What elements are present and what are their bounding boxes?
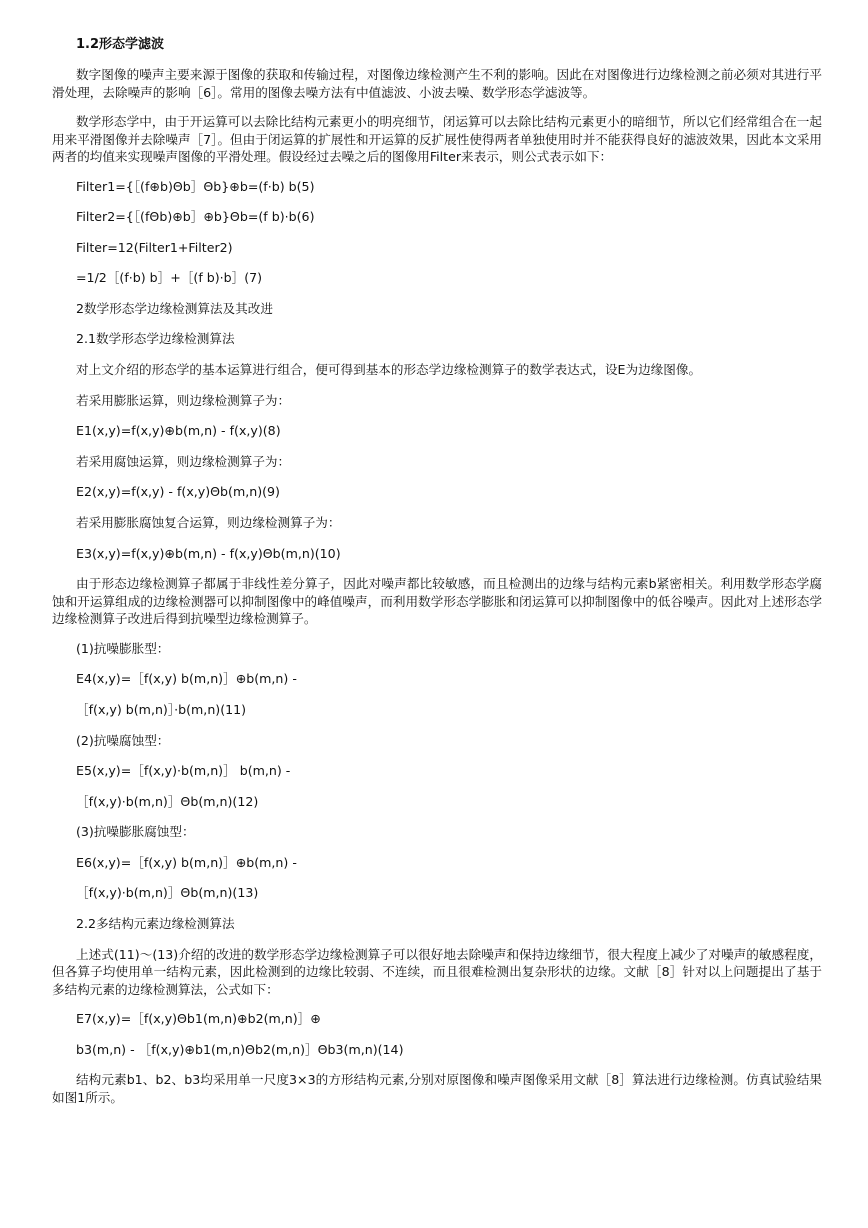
formula-e4-line1: E4(x,y)=［f(x,y) b(m,n)］⊕b(m,n) -: [76, 671, 297, 687]
text-composite-operator: 若采用膨胀腐蚀复合运算，则边缘检测算子为：: [76, 515, 341, 531]
document-page: [52, 36, 822, 1118]
formula-e7-line1: E7(x,y)=［f(x,y)Θb1(m,n)⊕b2(m,n)］⊕: [76, 1011, 321, 1027]
paragraph-noise-source: 数字图像的噪声主要来源于图像的获取和传输过程，对图像边缘检测产生不利的影响。因此在对图像进行边缘检测之前必须对其进行平滑处理，去除噪声的影响［6］。常用的图像去噪方法有中值滤波、小波去噪、数学形态学滤波等。: [52, 67, 822, 100]
subsection-heading-multi-structure: 2.2多结构元素边缘检测算法: [76, 916, 235, 932]
formula-e5-line1: E5(x,y)=［f(x,y)·b(m,n)］ b(m,n) -: [76, 763, 291, 779]
formula-filter2: Filter2={［(fΘb)⊕b］⊕b}Θb=(f b)·b(6): [76, 209, 315, 225]
formula-e6-line2: ［f(x,y)·b(m,n)］Θb(m,n)(13): [76, 885, 259, 901]
formula-e7-line2: b3(m,n) - ［f(x,y)⊕b1(m,n)Θb2(m,n)］Θb3(m,n)(14): [76, 1041, 404, 1057]
label-antinoise-erosion: (2)抗噪腐蚀型：: [76, 732, 170, 748]
section-heading-edge-detection: 2数学形态学边缘检测算法及其改进: [76, 300, 273, 316]
formula-e5-line2: ［f(x,y)·b(m,n)］Θb(m,n)(12): [76, 793, 259, 809]
formula-e6-line1: E6(x,y)=［f(x,y) b(m,n)］⊕b(m,n) -: [76, 854, 297, 870]
paragraph-structure-elements: 结构元素b1、b2、b3均采用单一尺度3×3的方形结构元素,分别对原图像和噪声图像采用文献［8］算法进行边缘检测。仿真试验结果如图1所示。: [52, 1072, 822, 1105]
subsection-heading-edge-algorithm: 2.1数学形态学边缘检测算法: [76, 331, 235, 347]
formula-filter1: Filter1={［(f⊕b)Θb］Θb}⊕b=(f·b) b(5): [76, 178, 315, 194]
paragraph-multi-structure: 上述式(11)～(13)介绍的改进的数学形态学边缘检测算子可以很好地去除噪声和保持边缘细节，很大程度上减少了对噪声的敏感程度，但各算子均使用单一结构元素，因此检测到的边缘比较弱、不连续，而且很难检测出复杂形状的边缘。文献［8］针对以上问题提出了基于多结构元素的边缘检测算法，公式如下：: [52, 946, 822, 997]
paragraph-opening-closing: 数学形态学中，由于开运算可以去除比结构元素更小的明亮细节，闭运算可以去除比结构元素更小的暗细节，所以它们经常组合在一起用来平滑图像并去除噪声［7］。但由于闭运算的扩展性和开运算的反扩展性使得两者单独使用时并不能获得良好的滤波效果，因此本文采用两者的均值来实现噪声图像的平滑处理。假设经过去噪之后的图像用Filter来表示，则公式表示如下：: [52, 114, 822, 164]
formula-e1: E1(x,y)=f(x,y)⊕b(m,n) - f(x,y)(8): [76, 423, 281, 439]
formula-filter-expanded: =1/2［(f·b) b］+［(f b)·b］(7): [76, 270, 263, 286]
paragraph-nonlinear-operators: 由于形态边缘检测算子都属于非线性差分算子，因此对噪声都比较敏感，而且检测出的边缘与结构元素b紧密相关。利用数学形态学腐蚀和开运算组成的边缘检测器可以抑制图像中的峰值噪声，而利用数学形态学膨胀和闭运算可以抑制图像中的低谷噪声。因此对上述形态学边缘检测算子改进后得到抗噪型边缘检测算子。: [52, 576, 822, 627]
section-heading-morphological-filtering: 1.2形态学滤波: [76, 37, 165, 52]
formula-e3: E3(x,y)=f(x,y)⊕b(m,n) - f(x,y)Θb(m,n)(10): [76, 545, 341, 561]
text-dilation-operator: 若采用膨胀运算，则边缘检测算子为：: [76, 392, 291, 408]
label-antinoise-dilation-erosion: (3)抗噪膨胀腐蚀型：: [76, 824, 195, 840]
text-erosion-operator: 若采用腐蚀运算，则边缘检测算子为：: [76, 453, 291, 469]
formula-e2: E2(x,y)=f(x,y) - f(x,y)Θb(m,n)(9): [76, 484, 280, 500]
formula-filter-average: Filter=12(Filter1+Filter2): [76, 239, 233, 255]
label-antinoise-dilation: (1)抗噪膨胀型：: [76, 640, 170, 656]
text-operator-intro: 对上文介绍的形态学的基本运算进行组合，便可得到基本的形态学边缘检测算子的数学表达式，设E为边缘图像。: [76, 362, 702, 378]
formula-e4-line2: ［f(x,y) b(m,n)］·b(m,n)(11): [76, 701, 247, 717]
